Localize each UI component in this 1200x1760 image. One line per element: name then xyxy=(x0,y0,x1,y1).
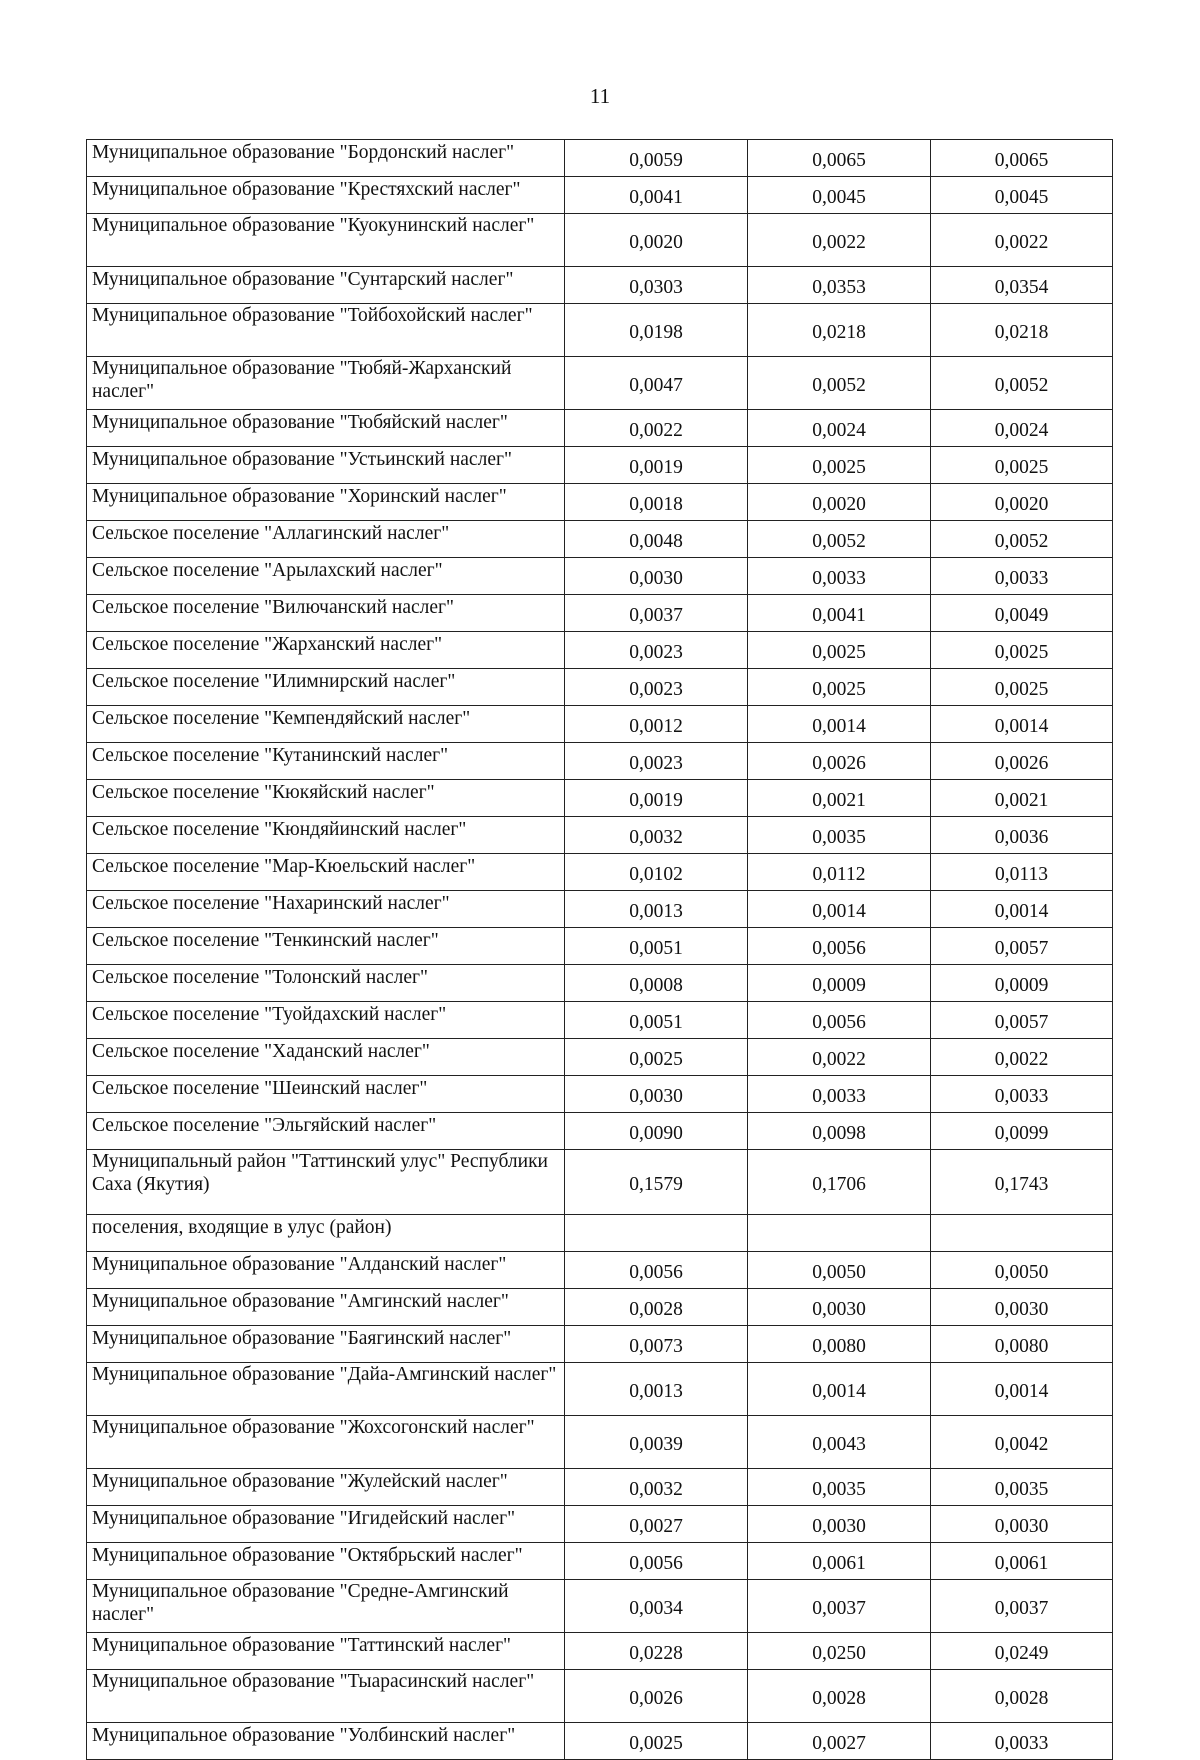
table-row xyxy=(87,669,1113,706)
value-cell-2: 0,0030 xyxy=(748,1506,931,1543)
value-cell-2: 0,0065 xyxy=(748,140,931,177)
value-cell-1: 0,0023 xyxy=(565,669,748,706)
value-cell-2: 0,0027 xyxy=(748,1723,931,1760)
municipality-name-cell: Сельское поселение "Жарханский наслег" xyxy=(87,632,565,669)
table-row xyxy=(87,1416,1113,1469)
table-row xyxy=(87,817,1113,854)
table-row xyxy=(87,304,1113,357)
value-cell-1: 0,0090 xyxy=(565,1113,748,1150)
value-cell-1: 0,0047 xyxy=(565,357,748,410)
value-cell-2: 0,0009 xyxy=(748,965,931,1002)
value-cell-3: 0,0080 xyxy=(931,1326,1113,1363)
municipality-name-cell: Муниципальное образование "Жулейский наслег" xyxy=(87,1469,565,1506)
municipality-name-cell: Сельское поселение "Тенкинский наслег" xyxy=(87,928,565,965)
value-cell-2: 0,0022 xyxy=(748,214,931,267)
value-cell-2: 0,0026 xyxy=(748,743,931,780)
value-cell-2: 0,0353 xyxy=(748,267,931,304)
value-cell-1: 0,0032 xyxy=(565,817,748,854)
value-cell-2: 0,0022 xyxy=(748,1039,931,1076)
data-table xyxy=(86,139,1113,1760)
value-cell-1: 0,0059 xyxy=(565,140,748,177)
value-cell-3: 0,0025 xyxy=(931,632,1113,669)
municipality-name-cell: Сельское поселение "Вилючанский наслег" xyxy=(87,595,565,632)
municipality-name-cell: Муниципальное образование "Хоринский наслег" xyxy=(87,484,565,521)
table-row xyxy=(87,1039,1113,1076)
value-cell-1: 0,0013 xyxy=(565,1363,748,1416)
value-cell-2: 0,0021 xyxy=(748,780,931,817)
value-cell-3: 0,0025 xyxy=(931,669,1113,706)
value-cell-1: 0,0023 xyxy=(565,743,748,780)
municipality-name-cell: Муниципальное образование "Бордонский наслег" xyxy=(87,140,565,177)
municipality-name-cell: Муниципальное образование "Амгинский наслег" xyxy=(87,1289,565,1326)
value-cell-2: 0,0025 xyxy=(748,669,931,706)
value-cell-2: 0,0037 xyxy=(748,1580,931,1633)
value-cell-3: 0,0024 xyxy=(931,410,1113,447)
value-cell-1: 0,0023 xyxy=(565,632,748,669)
value-cell-1: 0,0008 xyxy=(565,965,748,1002)
value-cell-1: 0,0048 xyxy=(565,521,748,558)
table-row xyxy=(87,1002,1113,1039)
municipality-name-cell: Сельское поселение "Эльгяйский наслег" xyxy=(87,1113,565,1150)
municipality-name-cell: Сельское поселение "Аллагинский наслег" xyxy=(87,521,565,558)
value-cell-3: 0,0033 xyxy=(931,1076,1113,1113)
value-cell-3: 0,0052 xyxy=(931,521,1113,558)
value-cell-3: 0,0042 xyxy=(931,1416,1113,1469)
municipality-name-cell: Сельское поселение "Нахаринский наслег" xyxy=(87,891,565,928)
table-row xyxy=(87,357,1113,410)
value-cell-3: 0,0033 xyxy=(931,1723,1113,1760)
value-cell-3: 0,0354 xyxy=(931,267,1113,304)
value-cell-2: 0,0250 xyxy=(748,1633,931,1670)
value-cell-3: 0,0026 xyxy=(931,743,1113,780)
value-cell-1: 0,0019 xyxy=(565,447,748,484)
value-cell-2: 0,0025 xyxy=(748,447,931,484)
value-cell-2: 0,0050 xyxy=(748,1252,931,1289)
value-cell-2: 0,0030 xyxy=(748,1289,931,1326)
value-cell-3: 0,0036 xyxy=(931,817,1113,854)
municipality-name-cell: Сельское поселение "Кемпендяйский наслег" xyxy=(87,706,565,743)
value-cell-2: 0,0033 xyxy=(748,558,931,595)
value-cell-3: 0,0021 xyxy=(931,780,1113,817)
value-cell-2: 0,0025 xyxy=(748,632,931,669)
value-cell-1: 0,0039 xyxy=(565,1416,748,1469)
value-cell-3: 0,0061 xyxy=(931,1543,1113,1580)
value-cell-1: 0,0027 xyxy=(565,1506,748,1543)
municipality-name-cell: Сельское поселение "Илимнирский наслег" xyxy=(87,669,565,706)
table-row xyxy=(87,595,1113,632)
municipality-name-cell: Муниципальное образование "Дайа-Амгинский наслег" xyxy=(87,1363,565,1416)
value-cell-3: 0,0030 xyxy=(931,1289,1113,1326)
table-row xyxy=(87,706,1113,743)
value-cell-1: 0,0303 xyxy=(565,267,748,304)
table-row xyxy=(87,1363,1113,1416)
value-cell-2: 0,0045 xyxy=(748,177,931,214)
municipality-name-cell: Сельское поселение "Кутанинский наслег" xyxy=(87,743,565,780)
municipality-name-cell: Муниципальное образование "Алданский наслег" xyxy=(87,1252,565,1289)
municipality-name-cell: поселения, входящие в улус (район) xyxy=(87,1215,565,1252)
table-row xyxy=(87,928,1113,965)
value-cell-1: 0,0026 xyxy=(565,1670,748,1723)
value-cell-3: 0,0022 xyxy=(931,214,1113,267)
value-cell-3: 0,0052 xyxy=(931,357,1113,410)
value-cell-2: 0,0052 xyxy=(748,521,931,558)
municipality-name-cell: Сельское поселение "Толонский наслег" xyxy=(87,965,565,1002)
value-cell-2: 0,0020 xyxy=(748,484,931,521)
value-cell-1: 0,0032 xyxy=(565,1469,748,1506)
municipality-name-cell: Сельское поселение "Кюндяйинский наслег" xyxy=(87,817,565,854)
municipality-name-cell: Муниципальное образование "Октябрьский наслег" xyxy=(87,1543,565,1580)
value-cell-2: 0,0014 xyxy=(748,891,931,928)
value-cell-2 xyxy=(748,1215,931,1252)
table-row xyxy=(87,1506,1113,1543)
value-cell-2: 0,0035 xyxy=(748,1469,931,1506)
value-cell-1: 0,0028 xyxy=(565,1289,748,1326)
value-cell-3: 0,0025 xyxy=(931,447,1113,484)
value-cell-3: 0,0033 xyxy=(931,558,1113,595)
value-cell-3: 0,0014 xyxy=(931,1363,1113,1416)
municipality-name-cell: Муниципальное образование "Баягинский наслег" xyxy=(87,1326,565,1363)
value-cell-2: 0,0052 xyxy=(748,357,931,410)
value-cell-2: 0,0028 xyxy=(748,1670,931,1723)
table-row xyxy=(87,1215,1113,1252)
value-cell-1: 0,0037 xyxy=(565,595,748,632)
value-cell-3: 0,0020 xyxy=(931,484,1113,521)
value-cell-2: 0,0014 xyxy=(748,706,931,743)
municipality-name-cell: Муниципальное образование "Жохсогонский наслег" xyxy=(87,1416,565,1469)
value-cell-1: 0,0025 xyxy=(565,1039,748,1076)
municipality-name-cell: Муниципальное образование "Средне-Амгинский наслег" xyxy=(87,1580,565,1633)
value-cell-2: 0,0043 xyxy=(748,1416,931,1469)
value-cell-1: 0,0073 xyxy=(565,1326,748,1363)
municipality-name-cell: Сельское поселение "Туойдахский наслег" xyxy=(87,1002,565,1039)
municipality-name-cell: Муниципальное образование "Тюбяй-Жарханский наслег" xyxy=(87,357,565,410)
table-row xyxy=(87,1580,1113,1633)
value-cell-3: 0,0113 xyxy=(931,854,1113,891)
value-cell-3 xyxy=(931,1215,1113,1252)
table-row xyxy=(87,1670,1113,1723)
value-cell-3: 0,0057 xyxy=(931,928,1113,965)
value-cell-2: 0,0080 xyxy=(748,1326,931,1363)
value-cell-1: 0,0030 xyxy=(565,1076,748,1113)
table-row xyxy=(87,267,1113,304)
value-cell-3: 0,0014 xyxy=(931,891,1113,928)
value-cell-2: 0,0112 xyxy=(748,854,931,891)
value-cell-1: 0,0030 xyxy=(565,558,748,595)
value-cell-1: 0,0018 xyxy=(565,484,748,521)
value-cell-1: 0,0056 xyxy=(565,1252,748,1289)
municipality-name-cell: Муниципальное образование "Тыарасинский наслег" xyxy=(87,1670,565,1723)
value-cell-2: 0,1706 xyxy=(748,1150,931,1215)
value-cell-1: 0,0041 xyxy=(565,177,748,214)
value-cell-1: 0,0025 xyxy=(565,1723,748,1760)
value-cell-1: 0,0020 xyxy=(565,214,748,267)
value-cell-2: 0,0035 xyxy=(748,817,931,854)
table-row xyxy=(87,214,1113,267)
table-row xyxy=(87,780,1113,817)
value-cell-1: 0,0034 xyxy=(565,1580,748,1633)
municipality-name-cell: Муниципальное образование "Тюбяйский наслег" xyxy=(87,410,565,447)
value-cell-3: 0,0249 xyxy=(931,1633,1113,1670)
value-cell-2: 0,0056 xyxy=(748,928,931,965)
value-cell-3: 0,0218 xyxy=(931,304,1113,357)
value-cell-1: 0,0051 xyxy=(565,1002,748,1039)
table-row xyxy=(87,558,1113,595)
value-cell-2: 0,0024 xyxy=(748,410,931,447)
value-cell-1: 0,0013 xyxy=(565,891,748,928)
value-cell-1: 0,0019 xyxy=(565,780,748,817)
value-cell-2: 0,0218 xyxy=(748,304,931,357)
table-row xyxy=(87,410,1113,447)
table-row xyxy=(87,1469,1113,1506)
value-cell-3: 0,0049 xyxy=(931,595,1113,632)
table-row xyxy=(87,1150,1113,1215)
table-row xyxy=(87,1113,1113,1150)
value-cell-3: 0,0057 xyxy=(931,1002,1113,1039)
table-row xyxy=(87,1633,1113,1670)
value-cell-3: 0,0009 xyxy=(931,965,1113,1002)
value-cell-3: 0,0037 xyxy=(931,1580,1113,1633)
table-row xyxy=(87,521,1113,558)
value-cell-1: 0,0198 xyxy=(565,304,748,357)
municipality-name-cell: Муниципальное образование "Тойбохойский наслег" xyxy=(87,304,565,357)
value-cell-3: 0,0028 xyxy=(931,1670,1113,1723)
value-cell-1: 0,0228 xyxy=(565,1633,748,1670)
table-body xyxy=(87,140,1113,1760)
table-row xyxy=(87,965,1113,1002)
table-row xyxy=(87,1543,1113,1580)
table-row xyxy=(87,743,1113,780)
municipality-name-cell: Сельское поселение "Шеинский наслег" xyxy=(87,1076,565,1113)
table-row xyxy=(87,484,1113,521)
table-row xyxy=(87,140,1113,177)
value-cell-1 xyxy=(565,1215,748,1252)
value-cell-3: 0,0065 xyxy=(931,140,1113,177)
table-row xyxy=(87,1076,1113,1113)
value-cell-1: 0,0022 xyxy=(565,410,748,447)
page-number: 11 xyxy=(589,84,611,108)
value-cell-2: 0,0014 xyxy=(748,1363,931,1416)
value-cell-3: 0,0045 xyxy=(931,177,1113,214)
table-row xyxy=(87,1326,1113,1363)
value-cell-3: 0,0030 xyxy=(931,1506,1113,1543)
municipality-name-cell: Муниципальное образование "Устьинский наслег" xyxy=(87,447,565,484)
municipality-name-cell: Муниципальное образование "Сунтарский наслег" xyxy=(87,267,565,304)
table-row xyxy=(87,632,1113,669)
table-row xyxy=(87,447,1113,484)
municipality-name-cell: Сельское поселение "Хаданский наслег" xyxy=(87,1039,565,1076)
table-row xyxy=(87,1252,1113,1289)
value-cell-1: 0,0012 xyxy=(565,706,748,743)
municipality-name-cell: Муниципальный район "Таттинский улус" Республики Саха (Якутия) xyxy=(87,1150,565,1215)
value-cell-1: 0,1579 xyxy=(565,1150,748,1215)
municipality-name-cell: Сельское поселение "Мар-Кюельский наслег" xyxy=(87,854,565,891)
value-cell-1: 0,0056 xyxy=(565,1543,748,1580)
value-cell-2: 0,0033 xyxy=(748,1076,931,1113)
table-row xyxy=(87,1723,1113,1760)
municipality-name-cell: Муниципальное образование "Игидейский наслег" xyxy=(87,1506,565,1543)
municipality-name-cell: Сельское поселение "Арылахский наслег" xyxy=(87,558,565,595)
value-cell-1: 0,0102 xyxy=(565,854,748,891)
value-cell-2: 0,0061 xyxy=(748,1543,931,1580)
municipality-name-cell: Муниципальное образование "Куокунинский наслег" xyxy=(87,214,565,267)
municipality-name-cell: Муниципальное образование "Крестяхский наслег" xyxy=(87,177,565,214)
municipality-name-cell: Муниципальное образование "Таттинский наслег" xyxy=(87,1633,565,1670)
value-cell-3: 0,0099 xyxy=(931,1113,1113,1150)
table-row xyxy=(87,177,1113,214)
municipality-name-cell: Сельское поселение "Кюкяйский наслег" xyxy=(87,780,565,817)
table-row xyxy=(87,1289,1113,1326)
value-cell-1: 0,0051 xyxy=(565,928,748,965)
value-cell-2: 0,0098 xyxy=(748,1113,931,1150)
table-row xyxy=(87,891,1113,928)
value-cell-2: 0,0056 xyxy=(748,1002,931,1039)
table-row xyxy=(87,854,1113,891)
value-cell-3: 0,0014 xyxy=(931,706,1113,743)
value-cell-3: 0,1743 xyxy=(931,1150,1113,1215)
value-cell-3: 0,0022 xyxy=(931,1039,1113,1076)
municipality-name-cell: Муниципальное образование "Уолбинский наслег" xyxy=(87,1723,565,1760)
value-cell-3: 0,0050 xyxy=(931,1252,1113,1289)
value-cell-3: 0,0035 xyxy=(931,1469,1113,1506)
value-cell-2: 0,0041 xyxy=(748,595,931,632)
